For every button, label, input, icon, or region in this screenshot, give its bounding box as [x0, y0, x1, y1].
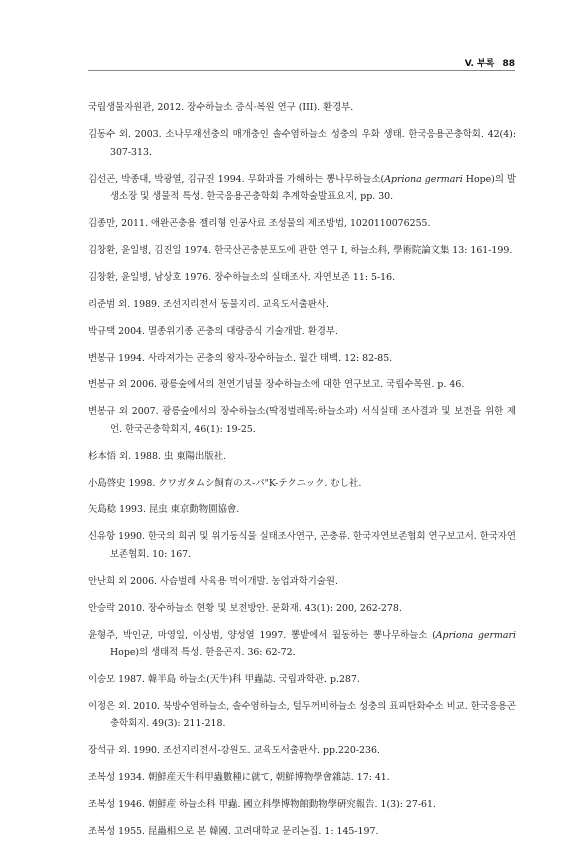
reference-item: 김종만, 2011. 애완곤충용 젤리형 인공사료 조성물의 제조방법, 1020110076255. — [88, 218, 431, 230]
reference-text: Hope)의 발생소장 및 생물적 특성. 한국응용곤충학회 추계학술발표요지, pp. 30. — [110, 173, 516, 203]
reference-item: 조복성 1955. 昆蟲相으로 본 韓國. 고려대학교 문리논집. 1: 145-197. — [88, 825, 379, 837]
reference-item: 국립생물자원관, 2012. 장수하늘소 증식·복원 연구 (III). 환경부. — [88, 102, 354, 114]
running-header — [465, 56, 515, 69]
reference-item: 김창환, 윤일병, 남상호 1976. 장수하늘소의 실태조사. 자연보존 11: 5-16. — [88, 271, 396, 283]
reference-item: 변봉규 외 2006. 광릉숲에서의 천연기념물 장수하늘소에 대한 연구보고. 국립수목원. p. 46. — [88, 379, 465, 391]
reference-item: 이승모 1987. 韓半島 하늘소(天牛)科 甲蟲誌. 국립과학관. p.287. — [88, 673, 360, 685]
reference-item — [88, 627, 516, 662]
reference-item: 小島啓史 1998. クワガタムシ飼育のス-パ"K-テクニック. むし社. — [88, 477, 362, 489]
reference-text: 김선곤, 박종대, 박광열, 김규진 1994. 무화과를 가해하는 뽕나무하늘소( — [88, 173, 385, 185]
reference-item — [88, 171, 516, 206]
reference-item: 김창환, 윤일병, 김진일 1974. 한국산곤충분포도에 관한 연구 I, 하늘소科, 學術院論文集 13: 161-199. — [88, 244, 513, 256]
reference-item: 장석규 외. 1990. 조선지리전서-강원도. 교육도서출판사. pp.220-236. — [88, 745, 380, 757]
reference-item: 변봉규 1994. 사라져가는 곤충의 왕자-장수하늘소. 월간 태백. 12: 82-85. — [88, 352, 393, 364]
species-name: Apriona germari — [435, 629, 516, 641]
reference-text: Hope)의 생태적 특성. 한응곤지. 36: 62-72. — [110, 647, 296, 659]
reference-item: 안난희 외 2006. 사슴벌레 사육용 먹이개발. 농업과학기술원. — [88, 575, 338, 587]
reference-item: 변봉규 외 2007. 광릉숲에서의 장수하늘소(딱정벌레목:하늘소과) 서식실태 조사결과 및 보전을 위한 제언. 한국곤충학회지, 46(1): 19-25. — [88, 406, 516, 435]
reference-item: 杉本悟 외. 1988. 虫 東陽出版社. — [88, 450, 227, 462]
reference-list — [88, 90, 516, 846]
reference-item: 조복성 1946. 朝鮮産 하늘소科 甲蟲. 國立科學博物館動物學硏究報告. 1(3): 27-61. — [88, 798, 436, 810]
reference-item: 리준범 외. 1989. 조선지리전서 동물지리. 교육도서출판사. — [88, 298, 329, 310]
reference-item: 김동수 외. 2003. 소나무재선충의 매개충인 솔수염하늘소 성충의 우화 생태. 한국응용곤충학회. 42(4): 307-313. — [88, 129, 516, 158]
species-name: Apriona germari — [384, 173, 463, 185]
reference-item: 신유항 1990. 한국의 희귀 및 위기동식물 실태조사연구, 곤충류. 한국자연보존협회 연구보고서. 한국자연보존협회. 10: 167. — [88, 531, 516, 560]
reference-item: 박규택 2004. 멸종위기종 곤충의 대량증식 기술개발. 환경부. — [88, 325, 338, 337]
chapter-label: V. 부록 — [464, 59, 495, 69]
reference-item: 矢島稔 1993. 昆虫 東京動物園協會. — [88, 504, 240, 516]
reference-text: 윤형주, 박인균, 마영일, 이상범, 양성열 1997. 뽕밭에서 월동하는 뽕나무하늘소 ( — [88, 629, 436, 641]
reference-item: 이정은 외. 2010. 북방수염하늘소, 솔수염하늘소, 털두꺼비하늘소 성충의 표피탄화수소 비교. 한국응용곤충학회지. 49(3): 211-218. — [88, 700, 516, 730]
reference-item: 안승락 2010. 장수하늘소 현황 및 보전방안. 문화재. 43(1): 200, 262-278. — [88, 602, 402, 614]
page-number: 88 — [502, 59, 515, 69]
reference-item: 조복성 1934. 朝鮮産天牛科甲蟲數種に就て, 朝鮮博物學會雜誌. 17: 41. — [88, 772, 390, 784]
header-divider — [88, 70, 515, 71]
